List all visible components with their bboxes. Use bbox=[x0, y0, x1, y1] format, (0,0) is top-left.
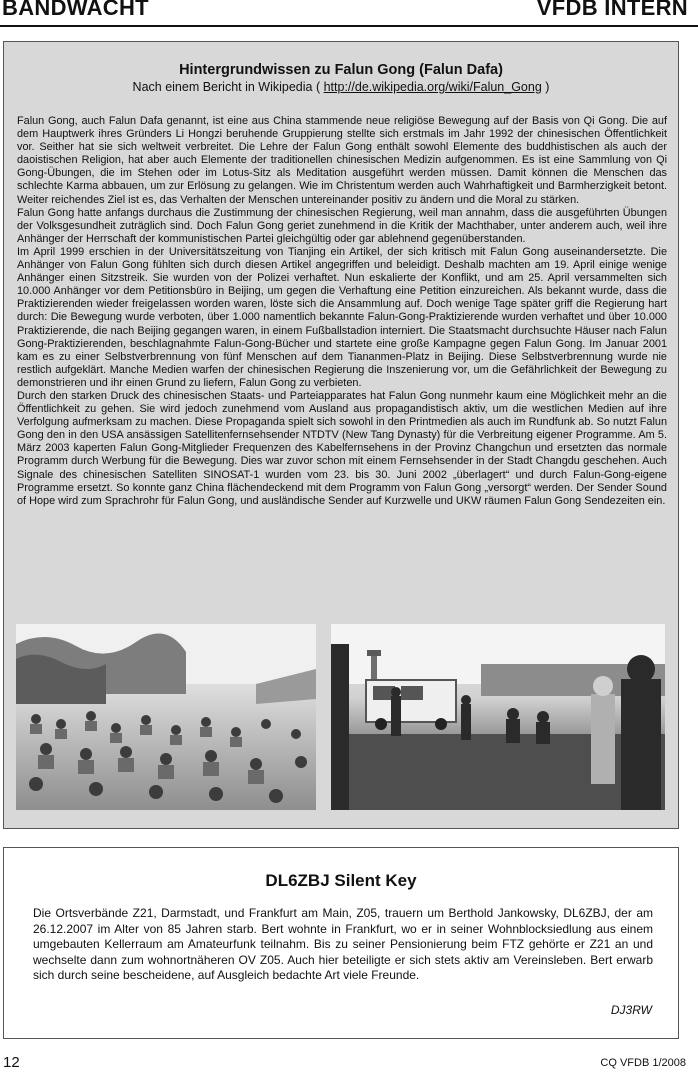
issue-label: CQ VFDB 1/2008 bbox=[600, 1057, 686, 1069]
section-label: BANDWACHT bbox=[2, 0, 149, 20]
header-rule bbox=[0, 25, 698, 27]
subtitle-prefix: Nach einem Bericht in Wikipedia ( bbox=[132, 80, 321, 94]
article-title: DL6ZBJ Silent Key bbox=[265, 871, 417, 890]
paragraph: Durch den starken Druck des chinesischen Staats- und Parteiapparates hat Falun Gong nunmehr kaum eine Möglichkeit mehr an die Öffentlichkeit zu gehen. Sie wird jedoch zunehmend vom Ausland aus propagandistisch aktiv, um die westlichen Medien auf ihre Verfolgung aufmerksam zu machen. Diese Propaganda spielt sich sowohl in den Printmedien als auch im Rundfunk ab. So nutzt Falun Gong den in den USA ansässigen Satellitenfernsehsender NTDTV (New Tang Dynasty) für die Verbreitung eigener Programme. Am 5. März 2003 kaperten Falun Gong-Mitglieder Frequenzen des Kabelfernsehens in der Provinz Changchun und ersetzten das normale Programm durch Werbung für die Bewegung. Dies war zuvor schon mit einem Fernsehsender in der Stadt Changdu geschehen. Auch Signale des chinesischen Satelliten SINOSAT-1 wurden vom 23. bis 30. Juni 2002 „überlagert“ und durch Falun-Gong-eigene Programme ersetzt. So konnte ganz China flächendeckend mit dem Programm von Falun Gong „versorgt“ werden. Der Sender Sound of Hope wird zum Sprachrohr für Falun Gong, und ausländische Sender auf Kurzwelle und UKW räumen Falun Gong Sendezeiten ein. bbox=[17, 389, 667, 507]
paragraph: Die Ortsverbände Z21, Darmstadt, und Frankfurt am Main, Z05, trauern um Berthold Jankowsky, DL6ZBJ, der am 26.12.2007 im Alter von 85 Jahren starb. Bert wohnte in Frankfurt, wo er in seiner Wohnblocksiedlung aus einem umgebauten Kellerraum am Amateurfunk teilnahm. Bis zu seiner Pensionierung beim FTZ gehörte er Z21 an und wechselte dann zum wohnortnäheren OV Z05. Auch hier beteiligte er sich stets aktiv am Vereinsleben. Bert erwarb sich durch seine bescheidene, auf Ausgleich bedachte Art viele Freunde. bbox=[33, 906, 653, 982]
article-body bbox=[17, 115, 667, 508]
paragraph: Falun Gong hatte anfangs durchaus die Zustimmung der chinesischen Regierung, weil man annahm, dass die ausgeführten Übungen der Volksgesundheit zuträglich sind. Doch Falun Gong geriet zunehmend in die Kritik der Machthaber, unter anderem auch, weil ihre Anhänger der Herrschaft der kommunistischen Partei gleichgültig oder gar ablehnend gegenüberstanden. bbox=[17, 206, 667, 245]
paragraph: Im April 1999 erschien in der Universitätszeitung von Tianjing ein Artikel, der sich kritisch mit Falun Gong auseinandersetzte. Die Anhänger von Falun Gong fühlten sich durch diesen Artikel angegriffen und beleidigt. Deshalb machten am 19. April einige wenige Anhänger einen Sitzstreik. Sie wurden von der Polizei verhaftet. Nun eskalierte der Konflikt, und am 25. April versammelten sich 10.000 Anhänger vor dem Petitionsbüro in Beijing, um gegen die Verhaftung eine Petition einzureichen. Als bekannt wurde, dass die Praktizierenden wieder freigelassen worden waren, löste sich die Ansammlung auf. Doch wenige Tage später griff die Regierung hart durch: Die Bewegung wurde verboten, über 1.000 namentlich bekannte Falun-Gong-Praktizierende wurden verhaftet und über 10.000 Praktizierende, die nach Beijing gegangen waren, in einem Fußballstadion interniert. Die Staatsmacht durchsuchte Häuser nach Falun Gong-Praktizierenden, beschlagnahmte Falun-Gong-Bücher und startete eine große Kampagne gegen Falun Gong. Im Januar 2001 kam es zu einer Selbstverbrennung von fünf Menschen auf dem Tiananmen-Platz in Beijing. Diese Selbstverbrennung wurde nie restlich aufgeklärt. Manche Medien warfen der chinesischen Regierung die Inszenierung vor, um die Gefährlichkeit der Bewegung zu demonstrieren und ihr einen Grund zu liefern, Falun Gong zu verbieten. bbox=[17, 245, 667, 389]
article-silent-key bbox=[3, 847, 679, 1039]
photo-square-protest bbox=[331, 624, 665, 810]
wikipedia-link[interactable]: http://de.wikipedia.org/wiki/Falun_Gong bbox=[323, 80, 542, 94]
subtitle-suffix: ) bbox=[541, 80, 550, 94]
article-body bbox=[33, 906, 653, 984]
article-subtitle bbox=[4, 80, 678, 94]
author-signature: DJ3RW bbox=[610, 1003, 652, 1017]
page-number: 12 bbox=[3, 1054, 20, 1071]
paragraph: Falun Gong, auch Falun Dafa genannt, ist eine aus China stammende neue religiöse Bewegung auf der Basis von Qi Gong. Die auf dem Hauptwerk ihres Gründers Li Hongzi beruhende Gruppierung stellte sich erstmals im Jahr 1992 der chinesischen Öffentlichkeit vor. Seither hat sie sich weltweit verbreitet. Die Lehre der Falun Gong enthält sowohl Elemente des buddhistischen als auch der daoistischen Religion, hat aber auch Elemente der traditionellen chinesischen Medizin aufgenommen. Es ist eine Sammlung von Qi Gong-Übungen, die im Stehen oder im Lotus-Sitz als Meditation ausgeführt werden müssen. Damit können die Menschen das schlechte Karma abbauen, um zur Erlösung zu gelangen. Wie im Christentum werden auch Wahrhaftigkeit und Barmherzigkeit betont. Weiter reichendes Ziel ist es, das Verhalten der Menschen untereinander positiv zu ändern und die Moral zu stärken. bbox=[17, 115, 667, 206]
photo-meditation-crowd bbox=[16, 624, 316, 810]
article-title: Hintergrundwissen zu Falun Gong (Falun Dafa) bbox=[179, 62, 503, 78]
publication-section: VFDB INTERN bbox=[536, 0, 688, 20]
